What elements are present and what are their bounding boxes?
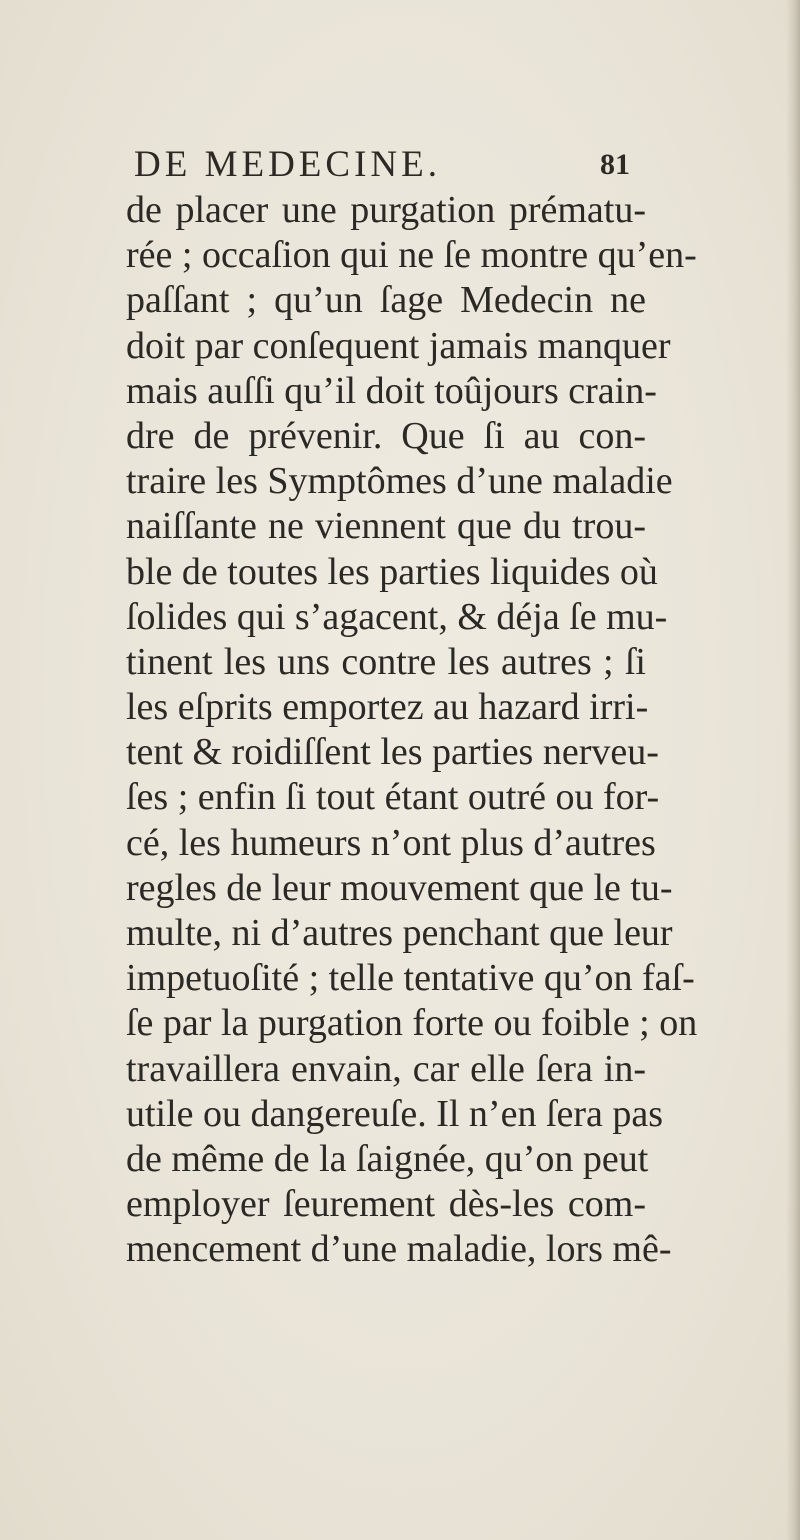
text-line: tinent les uns contre les autres ; ſi — [126, 640, 646, 683]
text-line: de même de la ſaignée, qu’on peut — [126, 1137, 649, 1180]
page-header — [0, 142, 800, 188]
text-line: impetuoſité ; telle tentative qu’on faſ- — [126, 957, 695, 1000]
body-text — [126, 188, 698, 1273]
page-number: 81 — [600, 148, 630, 181]
text-line: ſolides qui s’agacent, & déja ſe mu- — [126, 595, 668, 638]
running-head: DE MEDECINE. — [134, 144, 441, 185]
text-line: multe, ni d’autres penchant que leur — [126, 912, 673, 954]
text-line: utile ou dangereuſe. Il n’en ſera pas — [126, 1092, 664, 1135]
page-edge — [786, 0, 800, 1540]
text-line: dre de prévenir. Que ſi au con- — [126, 414, 646, 457]
text-line: les eſprits emportez au hazard irri- — [126, 686, 649, 729]
text-line: ſe par la purgation forte ou foible ; on — [126, 1002, 698, 1045]
text-line: rée ; occaſion qui ne ſe montre qu’en- — [126, 234, 697, 277]
text-line: travaillera envain, car elle ſera in- — [126, 1047, 646, 1090]
text-line: ſes ; enfin ſi tout étant outré ou for- — [126, 776, 660, 819]
text-line: paſſant ; qu’un ſage Medecin ne — [126, 279, 646, 322]
text-line: employer ſeurement dès-les com- — [126, 1183, 646, 1226]
text-line: traire les Symptômes d’une maladie — [126, 460, 673, 503]
text-line: tent & roidiſſent les parties nerveu- — [126, 731, 659, 774]
text-line: mencement d’une maladie, lors mê- — [126, 1228, 672, 1271]
text-line: cé, les humeurs n’ont plus d’autres — [126, 821, 656, 864]
text-line: doit par conſequent jamais manquer — [126, 324, 671, 367]
text-line: ble de toutes les parties liquides où — [126, 550, 658, 593]
text-line: de placer une purgation prématu- — [126, 189, 646, 231]
text-line: regles de leur mouvement que le tu- — [126, 866, 673, 909]
text-line: naiſſante ne viennent que du trou- — [126, 505, 646, 548]
text-line: mais auſſi qu’il doit toûjours crain- — [126, 369, 657, 412]
